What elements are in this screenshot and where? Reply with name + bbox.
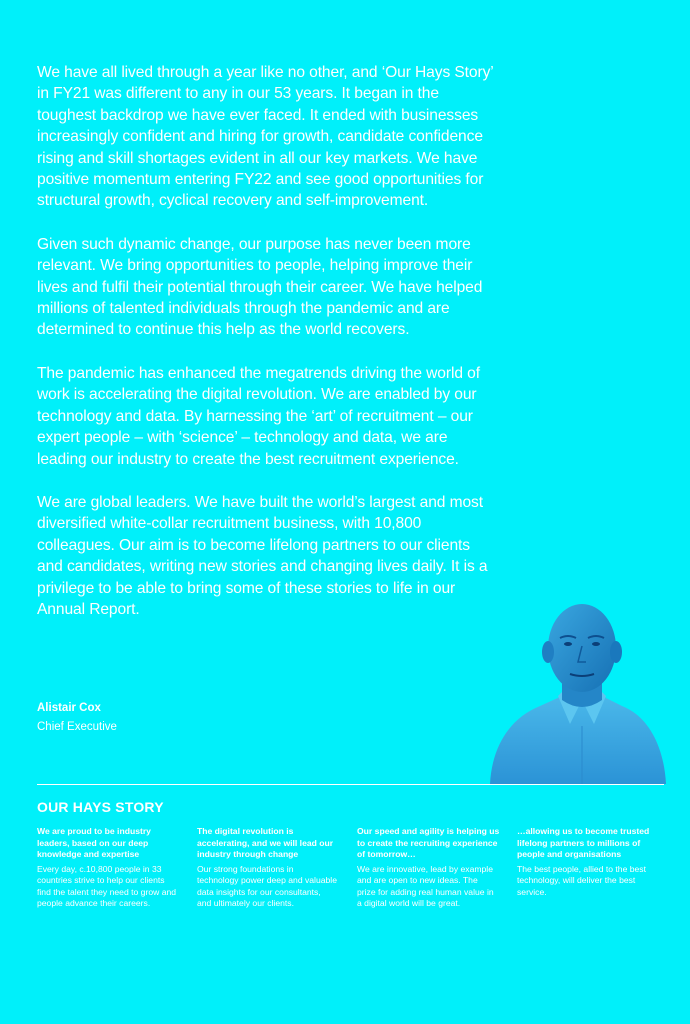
story-column-text: The best people, allied to the best technology, will deliver the best service. xyxy=(517,863,646,897)
story-columns xyxy=(37,826,677,910)
statement-paragraph: We are global leaders. We have built the world’s largest and most diversified white-collar recruitment business, with 10,800 colleagues. Our aim is to become lifelong partners to our clients and candidates, writing new stories and changing lives daily. It is a privilege to be able to bring some of these stories to life in our Annual Report. xyxy=(37,493,488,618)
story-column xyxy=(197,826,357,910)
story-column-heading: We are proud to be industry leaders, based on our deep knowledge and expertise xyxy=(37,826,151,859)
story-column-text: We are innovative, lead by example and are open to new ideas. The prize for adding real human value in a digital world will be great. xyxy=(357,863,494,908)
story-column xyxy=(357,826,517,910)
signatory-name: Alistair Cox xyxy=(37,702,101,714)
story-column xyxy=(37,826,197,910)
statement-paragraph: Given such dynamic change, our purpose has never been more relevant. We bring opportunities to people, helping improve their lives and fulfil their potential through their career. We have helped millions of talented individuals through the pandemic and are determined to continue this help as the world recovers. xyxy=(37,235,483,339)
section-divider xyxy=(37,784,664,785)
story-column-text: Our strong foundations in technology power deep and valuable data insights for our consultants, and ultimately our clients. xyxy=(197,863,337,908)
story-column-heading: The digital revolution is accelerating, and we will lead our industry through change xyxy=(197,826,334,859)
statement-paragraph: The pandemic has enhanced the megatrends driving the world of work is accelerating the digital revolution. We are enabled by our technology and data. By harnessing the ‘art’ of recruitment – our expert people – with ‘science’ – technology and data, we are leading our industry to create the best recruitment experience. xyxy=(37,364,480,468)
signature-block xyxy=(37,700,117,735)
chief-executive-statement xyxy=(37,62,497,642)
statement-paragraph: We have all lived through a year like no other, and ‘Our Hays Story’ in FY21 was different to any in our 53 years. It began in the toughest backdrop we have ever faced. It ended with businesses increasingly confident and hiring for growth, candidate confidence rising and skill shortages evident in all our key markets. We have positive momentum entering FY22 and see good opportunities for structural growth, cyclical recovery and self-improvement. xyxy=(37,64,494,210)
story-heading: OUR HAYS STORY xyxy=(37,799,164,815)
signatory-title: Chief Executive xyxy=(37,721,117,733)
story-column-heading: …allowing us to become trusted lifelong partners to millions of people and organisations xyxy=(517,826,650,859)
story-column-heading: Our speed and agility is helping us to create the recruiting experience of tomorrow… xyxy=(357,826,500,859)
story-column-text: Every day, c.10,800 people in 33 countries strive to help our clients find the talent they need to grow and people advance their careers. xyxy=(37,863,177,908)
story-column xyxy=(517,826,677,910)
chief-executive-portrait xyxy=(470,596,670,784)
